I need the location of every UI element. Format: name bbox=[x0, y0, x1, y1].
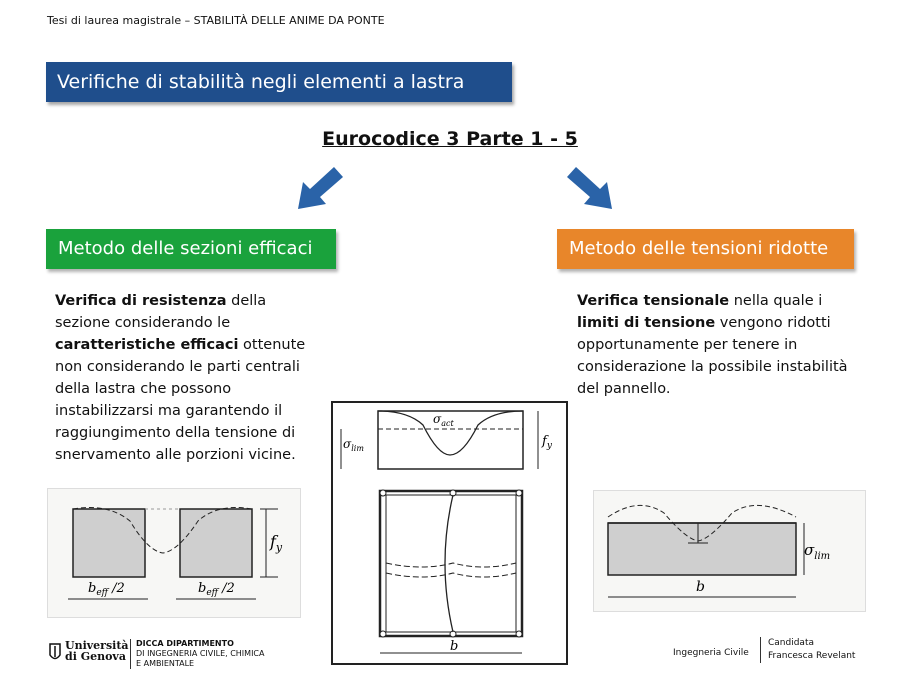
left-bold-1: Verifica di resistenza bbox=[55, 293, 227, 309]
right-bold-2: limiti di tensione bbox=[577, 315, 716, 331]
method-reduced-stresses: Metodo delle tensioni ridotte bbox=[557, 229, 854, 269]
left-text-1: della sezione considerando le bbox=[55, 293, 267, 331]
dept-line3: E AMBIENTALE bbox=[136, 659, 195, 668]
uni-name-line2: di Genova bbox=[65, 650, 126, 663]
figure-panel-stress bbox=[331, 401, 568, 665]
arrow-down-right-icon bbox=[565, 165, 620, 215]
candidate-info bbox=[760, 637, 855, 663]
fig-left-fy: f bbox=[270, 532, 276, 551]
right-text-1: nella quale i bbox=[729, 293, 823, 309]
right-bold-1: Verifica tensionale bbox=[577, 293, 730, 309]
fig-right-sigma-lim-sub: lim bbox=[814, 551, 831, 562]
right-text-2: vengono ridotti opportunamente per tenere in considerazione la possibile instabilità del pannello. bbox=[577, 315, 848, 397]
fig-right-b: b bbox=[696, 579, 705, 595]
fig-center-fy-sub: y bbox=[546, 441, 552, 451]
svg-text:fy bbox=[269, 532, 283, 554]
svg-text:σlim bbox=[804, 541, 830, 562]
fig-left-beff2-tail: /2 bbox=[218, 581, 235, 596]
svg-text:fy bbox=[541, 434, 553, 451]
candidate-label: Candidata bbox=[768, 638, 814, 648]
left-bold-2: caratteristiche efficaci bbox=[55, 337, 239, 353]
uni-name-line1: Università bbox=[65, 639, 129, 652]
fig-left-beff2: b bbox=[198, 581, 207, 596]
figure-effective-sections bbox=[47, 488, 301, 618]
right-description bbox=[577, 290, 862, 400]
slide-title: Verifiche di stabilità negli elementi a lastra bbox=[46, 62, 512, 102]
fig-left-beff2-sub: eff bbox=[206, 588, 219, 598]
fig-right-sigma-lim: σ bbox=[804, 541, 815, 559]
fig-center-sigma-lim-sub: lim bbox=[351, 444, 364, 453]
candidate-name: Francesca Revelant bbox=[768, 651, 856, 661]
left-text-2: ottenute non considerando le parti centrali della lastra che possono instabilizzarsi ma garantendo il raggiungimento della tensione di snervamento alle porzioni vicine. bbox=[55, 337, 306, 463]
course-name: Ingegneria Civile bbox=[673, 648, 749, 658]
fig-center-b: b bbox=[450, 639, 459, 654]
dept-line1: DICCA DIPARTIMENTO bbox=[136, 639, 234, 648]
fig-left-beff1-tail: /2 bbox=[108, 581, 125, 596]
svg-text:beff /2 bbox=[88, 581, 125, 598]
svg-text:beff /2 bbox=[198, 581, 235, 598]
fig-left-fy-sub: y bbox=[275, 541, 283, 554]
left-description bbox=[55, 290, 320, 466]
fig-left-beff1: b bbox=[88, 581, 97, 596]
arrow-down-left-icon bbox=[290, 165, 345, 215]
subtitle: Eurocodice 3 Parte 1 - 5 bbox=[322, 128, 578, 150]
svg-text:σact bbox=[433, 412, 454, 428]
svg-text:σlim bbox=[343, 437, 364, 453]
fig-center-fy: f bbox=[542, 434, 547, 449]
figure-reduced-stress bbox=[593, 490, 866, 612]
fig-center-sigma-lim: σ bbox=[343, 437, 352, 451]
fig-center-sigma-act: σ bbox=[433, 412, 442, 426]
fig-left-beff1-sub: eff bbox=[96, 588, 109, 598]
header-title: Tesi di laurea magistrale – STABILITÀ DELLE ANIME DA PONTE bbox=[47, 14, 385, 27]
dept-line2: DI INGEGNERIA CIVILE, CHIMICA bbox=[136, 649, 265, 658]
method-effective-sections: Metodo delle sezioni efficaci bbox=[46, 229, 336, 269]
fig-center-sigma-act-sub: act bbox=[441, 419, 454, 428]
genova-crest-icon bbox=[48, 642, 62, 664]
department-info bbox=[130, 639, 265, 669]
